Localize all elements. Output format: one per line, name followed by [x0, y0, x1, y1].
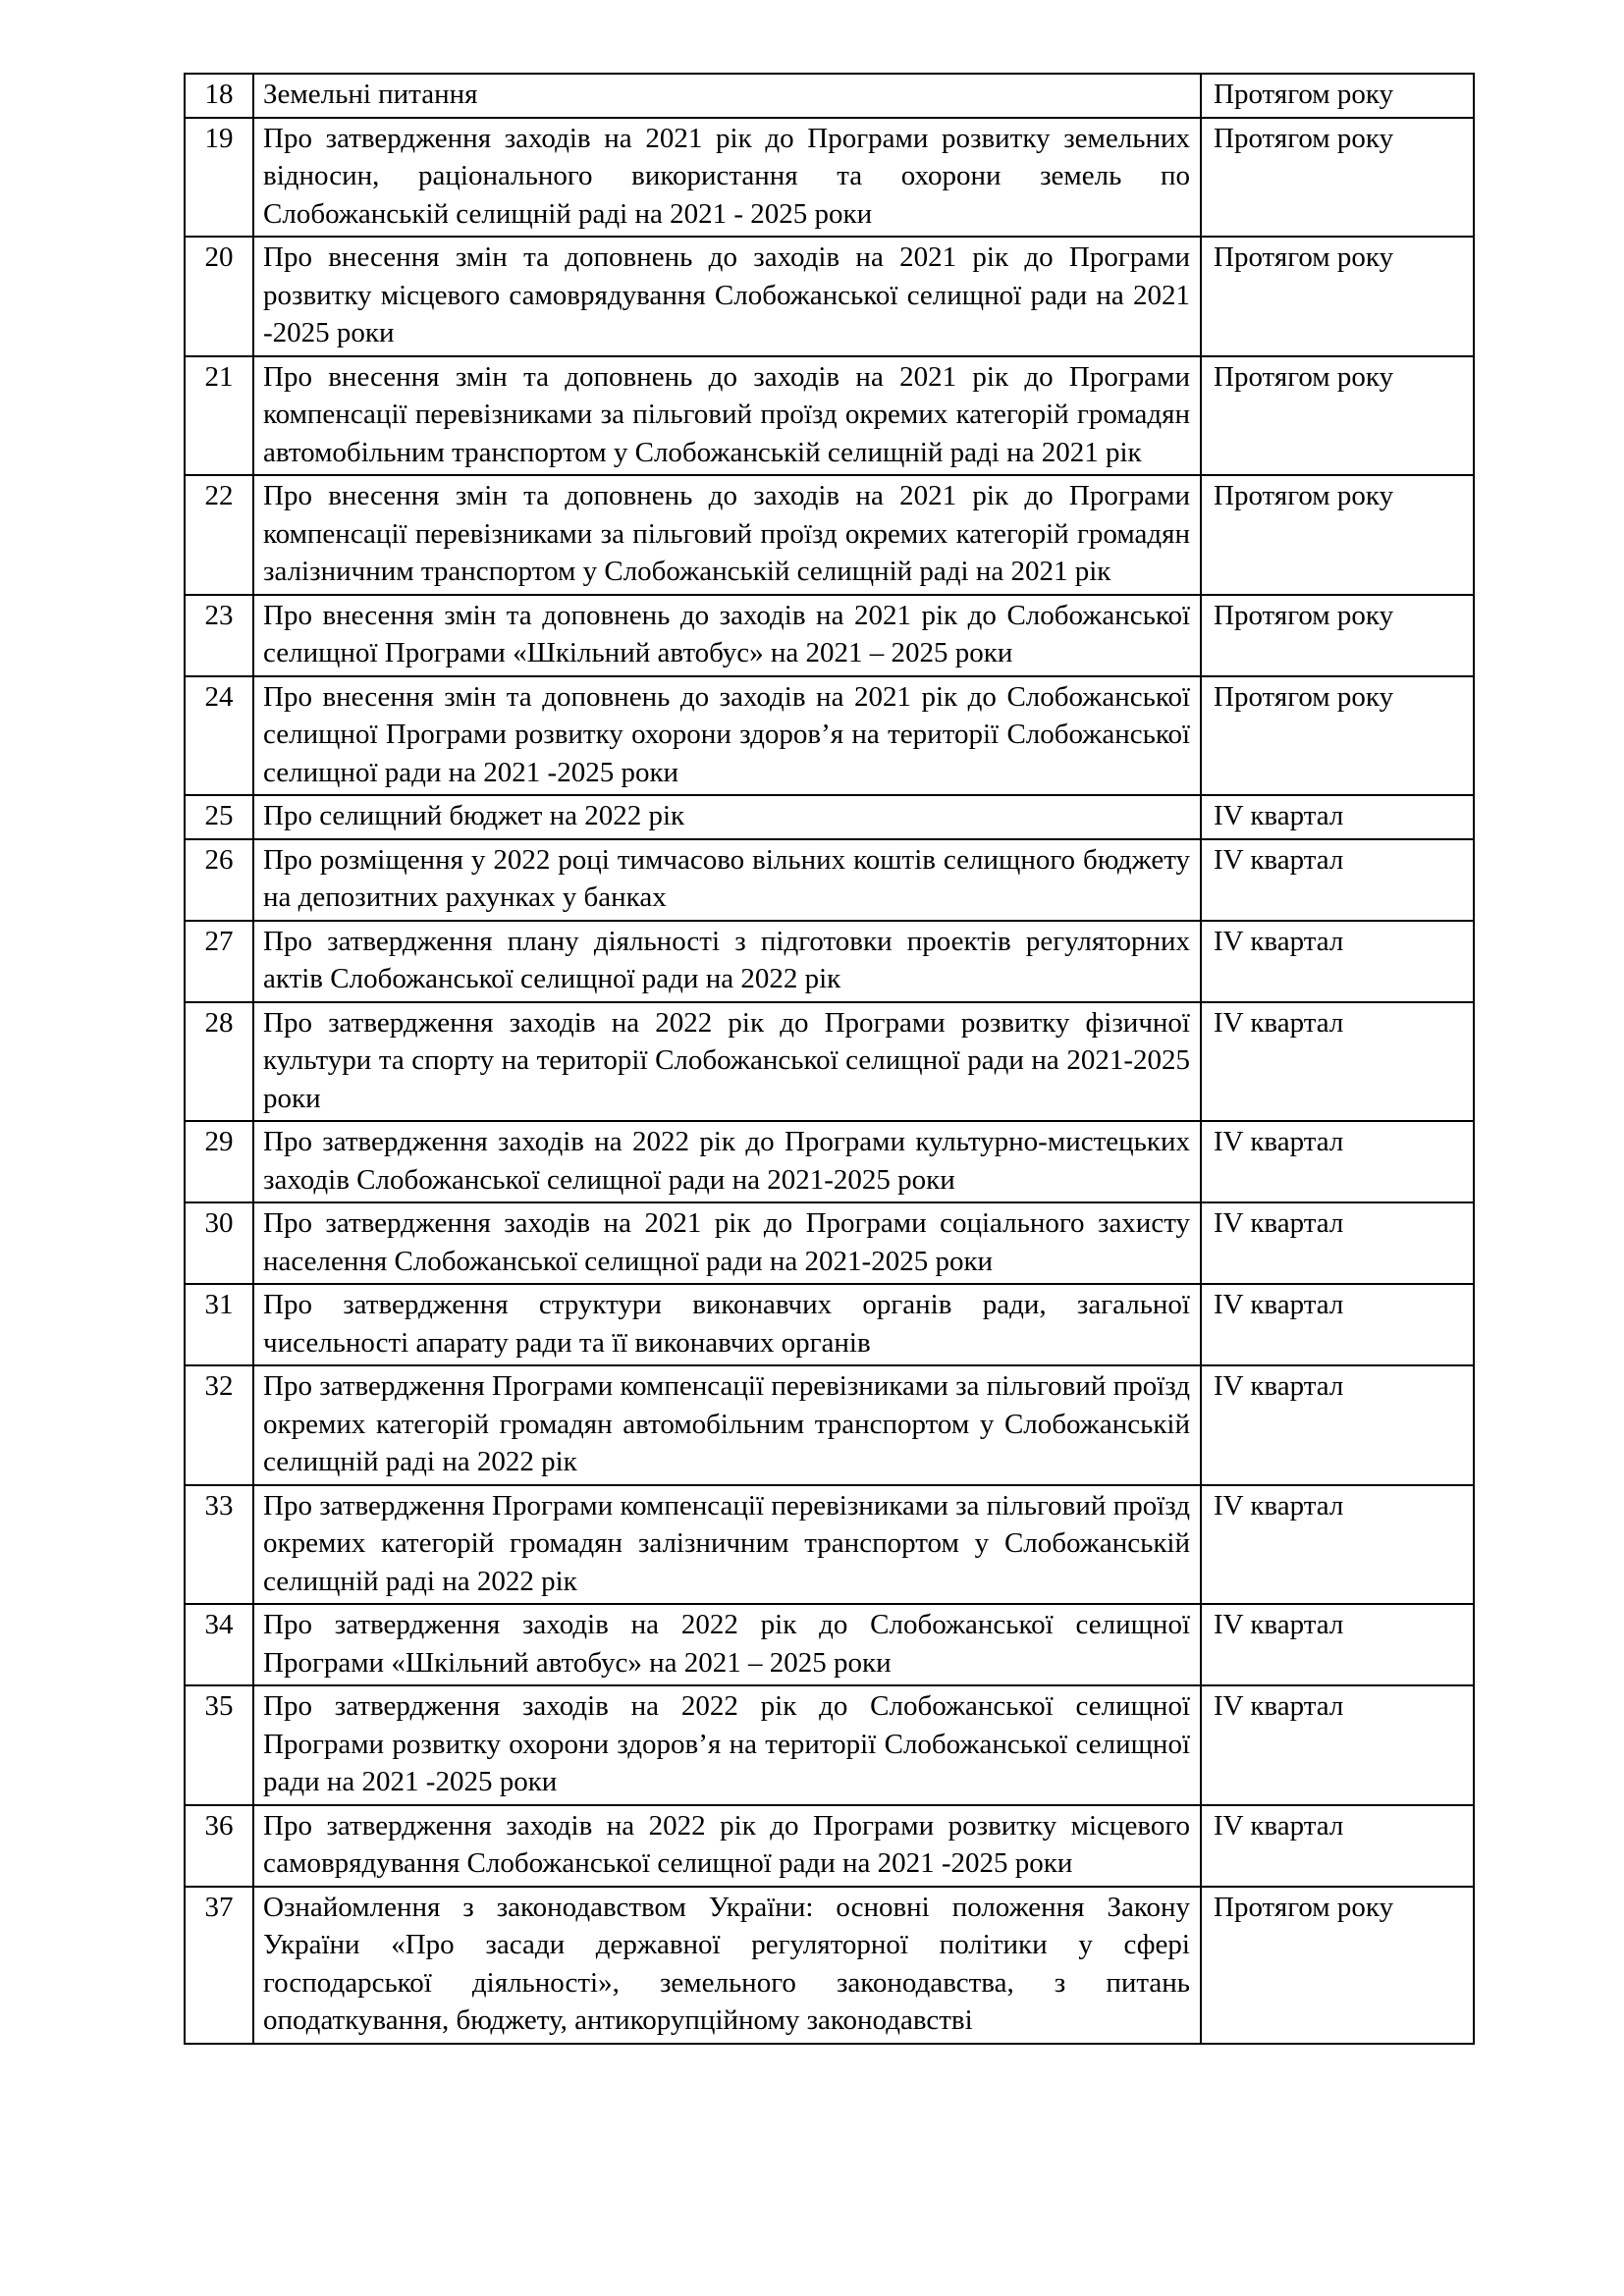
table-row — [185, 118, 1474, 238]
row-number-cell: 30 — [185, 1202, 253, 1284]
table-row — [185, 237, 1474, 356]
row-timing-cell: Протягом року — [1201, 595, 1474, 676]
row-number-cell: 35 — [185, 1685, 253, 1805]
row-number-cell: 36 — [185, 1805, 253, 1887]
row-timing-cell: IV квартал — [1201, 1485, 1474, 1605]
work-plan-table — [184, 73, 1475, 2045]
row-number-cell: 22 — [185, 475, 253, 595]
row-timing-cell: IV квартал — [1201, 839, 1474, 921]
row-number-cell: 23 — [185, 595, 253, 676]
row-description-cell: Про внесення змін та доповнень до заходів на 2021 рік до Слобожанської селищної Програми розвитку охорони здоров’я на території Слобожанської селищної ради на 2021 -2025 роки — [253, 676, 1201, 796]
row-timing-cell: IV квартал — [1201, 1002, 1474, 1122]
row-timing-cell: Протягом року — [1201, 676, 1474, 796]
table-row — [185, 795, 1474, 839]
table-row — [185, 595, 1474, 676]
row-description-cell: Про внесення змін та доповнень до заходів на 2021 рік до Програми розвитку місцевого самоврядування Слобожанської селищної ради на 2021 -2025 роки — [253, 237, 1201, 356]
row-timing-cell: IV квартал — [1201, 1365, 1474, 1485]
row-timing-cell: IV квартал — [1201, 1284, 1474, 1365]
row-description-cell: Про затвердження плану діяльності з підготовки проектів регуляторних актів Слобожанської селищної ради на 2022 рік — [253, 921, 1201, 1002]
row-description-cell: Про затвердження заходів на 2022 рік до Слобожанської селищної Програми розвитку охорони здоров’я на території Слобожанської селищної ради на 2021 -2025 роки — [253, 1685, 1201, 1805]
row-timing-cell: Протягом року — [1201, 356, 1474, 476]
table-row — [185, 1887, 1474, 2044]
row-number-cell: 27 — [185, 921, 253, 1002]
row-number-cell: 34 — [185, 1604, 253, 1685]
row-number-cell: 24 — [185, 676, 253, 796]
row-description-cell: Про затвердження структури виконавчих органів ради, загальної чисельності апарату ради та її виконавчих органів — [253, 1284, 1201, 1365]
row-description-cell: Ознайомлення з законодавством України: основні положення Закону України «Про засади державної регуляторної політики у сфері господарської діяльності», земельного законодавства, з питань оподаткування, бюджету, антикорупційному законодавстві — [253, 1887, 1201, 2044]
table-row — [185, 1365, 1474, 1485]
row-number-cell: 20 — [185, 237, 253, 356]
row-description-cell: Про затвердження заходів на 2021 рік до Програми соціального захисту населення Слобожанської селищної ради на 2021-2025 роки — [253, 1202, 1201, 1284]
table-row — [185, 1805, 1474, 1887]
table-row — [185, 356, 1474, 476]
row-description-cell: Про внесення змін та доповнень до заходів на 2021 рік до Програми компенсації перевізниками за пільговий проїзд окремих категорій громадян залізничним транспортом у Слобожанській селищній раді на 2021 рік — [253, 475, 1201, 595]
row-description-cell: Про затвердження заходів на 2022 рік до Програми розвитку місцевого самоврядування Слобожанської селищної ради на 2021 -2025 роки — [253, 1805, 1201, 1887]
table-row — [185, 839, 1474, 921]
row-description-cell: Про внесення змін та доповнень до заходів на 2021 рік до Програми компенсації перевізниками за пільговий проїзд окремих категорій громадян автомобільним транспортом у Слобожанській селищній раді на 2021 рік — [253, 356, 1201, 476]
row-description-cell: Про затвердження Програми компенсації перевізниками за пільговий проїзд окремих категорій громадян автомобільним транспортом у Слобожанській селищній раді на 2022 рік — [253, 1365, 1201, 1485]
row-description-cell: Про внесення змін та доповнень до заходів на 2021 рік до Слобожанської селищної Програми «Шкільний автобус» на 2021 – 2025 роки — [253, 595, 1201, 676]
row-number-cell: 19 — [185, 118, 253, 238]
row-description-cell: Про селищний бюджет на 2022 рік — [253, 795, 1201, 839]
table-row — [185, 1685, 1474, 1805]
row-number-cell: 28 — [185, 1002, 253, 1122]
row-description-cell: Про затвердження заходів на 2022 рік до Програми культурно-мистецьких заходів Слобожанської селищної ради на 2021-2025 роки — [253, 1121, 1201, 1202]
row-number-cell: 31 — [185, 1284, 253, 1365]
table-row — [185, 676, 1474, 796]
row-description-cell: Земельні питання — [253, 74, 1201, 118]
row-description-cell: Про затвердження заходів на 2022 рік до Слобожанської селищної Програми «Шкільний автобус» на 2021 – 2025 роки — [253, 1604, 1201, 1685]
row-description-cell: Про затвердження Програми компенсації перевізниками за пільговий проїзд окремих категорій громадян залізничним транспортом у Слобожанській селищній раді на 2022 рік — [253, 1485, 1201, 1605]
table-row — [185, 1202, 1474, 1284]
row-timing-cell: IV квартал — [1201, 1604, 1474, 1685]
row-number-cell: 37 — [185, 1887, 253, 2044]
table-row — [185, 921, 1474, 1002]
table-row — [185, 1002, 1474, 1122]
row-timing-cell: Протягом року — [1201, 118, 1474, 238]
row-timing-cell: IV квартал — [1201, 1805, 1474, 1887]
row-timing-cell: IV квартал — [1201, 795, 1474, 839]
row-number-cell: 33 — [185, 1485, 253, 1605]
row-timing-cell: IV квартал — [1201, 1202, 1474, 1284]
table-row — [185, 1604, 1474, 1685]
table-row — [185, 1485, 1474, 1605]
row-timing-cell: Протягом року — [1201, 74, 1474, 118]
work-plan-table-body — [185, 74, 1474, 2044]
table-row — [185, 1284, 1474, 1365]
row-timing-cell: IV квартал — [1201, 921, 1474, 1002]
row-number-cell: 32 — [185, 1365, 253, 1485]
row-timing-cell: IV квартал — [1201, 1685, 1474, 1805]
table-row — [185, 1121, 1474, 1202]
row-description-cell: Про розміщення у 2022 році тимчасово вільних коштів селищного бюджету на депозитних рахунках у банках — [253, 839, 1201, 921]
row-timing-cell: IV квартал — [1201, 1121, 1474, 1202]
row-number-cell: 21 — [185, 356, 253, 476]
row-timing-cell: Протягом року — [1201, 475, 1474, 595]
row-description-cell: Про затвердження заходів на 2021 рік до Програми розвитку земельних відносин, раціонального використання та охорони земель по Слобожанській селищній раді на 2021 - 2025 роки — [253, 118, 1201, 238]
row-number-cell: 25 — [185, 795, 253, 839]
row-timing-cell: Протягом року — [1201, 237, 1474, 356]
row-number-cell: 18 — [185, 74, 253, 118]
row-number-cell: 29 — [185, 1121, 253, 1202]
row-description-cell: Про затвердження заходів на 2022 рік до Програми розвитку фізичної культури та спорту на території Слобожанської селищної ради на 2021-2025 роки — [253, 1002, 1201, 1122]
row-timing-cell: Протягом року — [1201, 1887, 1474, 2044]
row-number-cell: 26 — [185, 839, 253, 921]
table-row — [185, 475, 1474, 595]
table-row — [185, 74, 1474, 118]
